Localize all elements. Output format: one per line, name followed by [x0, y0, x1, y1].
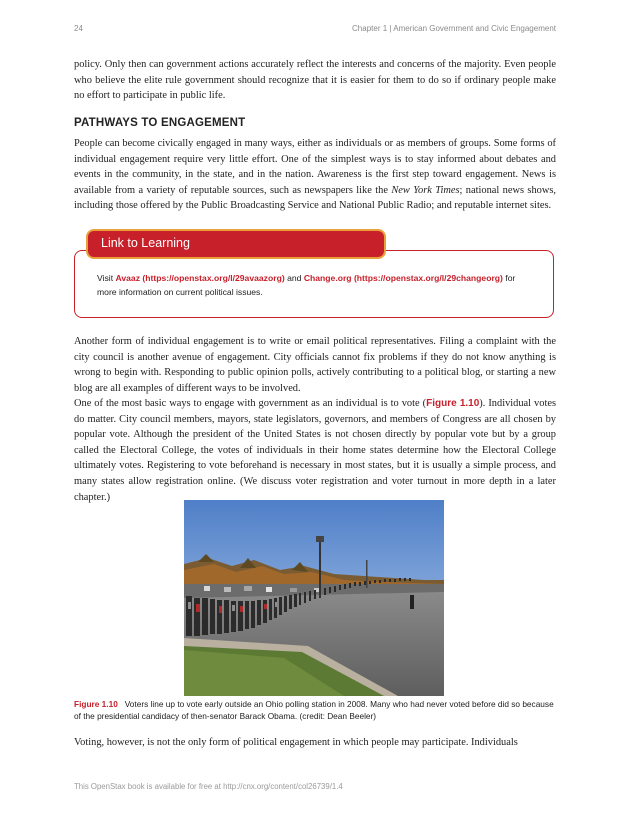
ltl-text-1: Visit: [97, 273, 116, 283]
figure-label: Figure 1.10: [74, 699, 118, 709]
ltl-text-3: for more information on current political issues.: [97, 273, 516, 297]
paragraph-pathways-part-2: ; national news shows, including those offered by the Public Broadcasting Service and National Public Radio; and reputable internet sites.: [74, 184, 556, 212]
figure-caption: [74, 699, 556, 722]
paragraph-intro: policy. Only then can government actions accurately reflect the interests and concerns of the majority. Even people who believe the elite rule government should recognize that it is easier for them to do so if ordinary people make no effort to participate in public life.: [74, 59, 556, 102]
link-to-learning-tab: [88, 231, 384, 257]
page-number: 24: [74, 24, 83, 33]
figure-reference-link[interactable]: Figure 1.10: [426, 398, 480, 409]
paragraph-closing: Voting, however, is not the only form of political engagement in which people may participate. Individuals: [74, 737, 518, 748]
paragraph-pathways-part-1: People can become civically engaged in many ways, either as individuals or as members of groups. Some forms of individual engagement require very little effort. One of the simplest ways is to stay informed about debates and events in the community, in the state, and in the nation. Awareness is the first step toward engagement. News is available from a variety of reputable sources, such as newspapers like the: [74, 138, 556, 196]
avaaz-link[interactable]: Avaaz (https://openstax.org/l/29avaazorg): [115, 273, 285, 283]
figure-caption-text: Voters line up to vote early outside an Ohio polling station in 2008. Many who had never voted before did so because of the presidential candidacy of then-senator Barack Obama. (credit: Dean Beeler): [74, 699, 554, 721]
paragraph-voting-part-2: ). Individual votes do matter. City council members, mayors, state legislators, governors, and members of Congress are all chosen by popular vote. Although the president of the United States is not chosen directly by popular vote but by a group called the Electoral College, the votes of individuals in their home states determine how the Electoral College ultimately votes. Registering to vote beforehand is necessary in most states, but it is usually a simple process, and many states allow registration online. (We discuss voter registration and voter turnout in more depth in a later chapter.): [74, 398, 556, 503]
paragraph-voting: [74, 396, 556, 505]
change-org-link[interactable]: Change.org (https://openstax.org/l/29changeorg): [303, 273, 503, 283]
section-heading: PATHWAYS TO ENGAGEMENT: [74, 117, 246, 129]
ltl-text-2: and: [284, 273, 304, 283]
newspaper-title: New York Times: [391, 184, 460, 196]
paragraph-voting-part-1: One of the most basic ways to engage with government as an individual is to vote (: [74, 398, 427, 409]
voters-line-photo: [184, 500, 444, 696]
link-to-learning-title: Link to Learning: [101, 236, 190, 250]
paragraph-representatives: Another form of individual engagement is to write or email political representatives. Filing a complaint with the city council is another avenue of engagement. City officials cannot fix problems if they do not know anything is wrong to begin with. Responding to public opinion polls, actively contributing to a political blog, or starting a new blog are all examples of different ways to be involved.: [74, 336, 556, 394]
paragraph-pathways: [74, 136, 556, 214]
page-footer: This OpenStax book is available for free at http://cnx.org/content/col26739/1.4: [74, 782, 343, 791]
link-to-learning-content: [97, 272, 517, 299]
chapter-header: Chapter 1 | American Government and Civic Engagement: [352, 24, 556, 33]
